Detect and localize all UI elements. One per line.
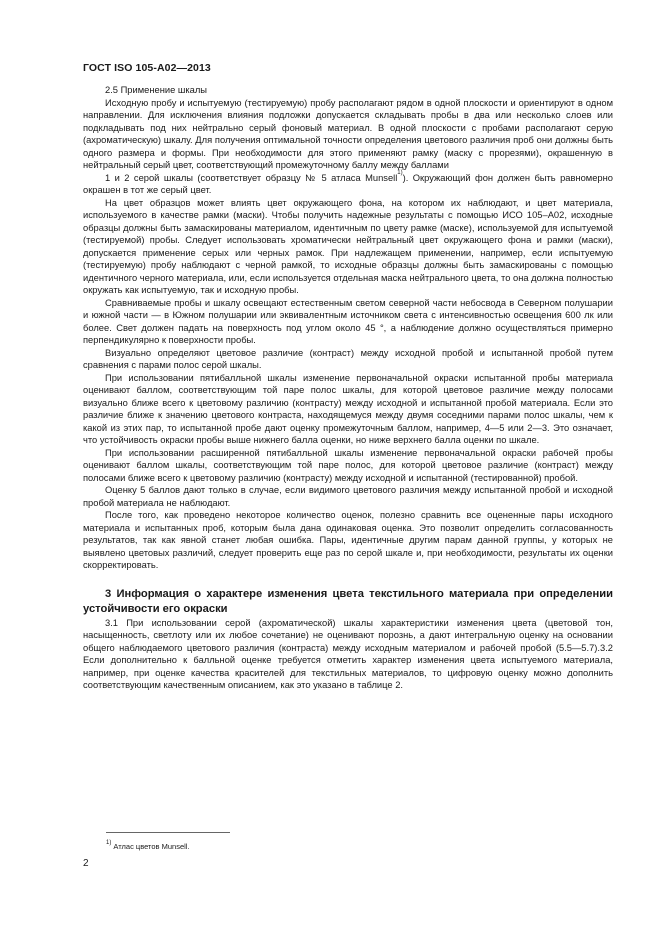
- document-code-header: ГОСТ ISO 105-A02—2013: [83, 62, 211, 74]
- paragraph: На цвет образцов может влиять цвет окружающего фона, на котором их наблюдают, и цвет материала, используемого в качестве рамки (маски). Чтобы получить надежные результаты с помощью ИСО 105–A02, исходные образцы должны быть замаскированы материалом, идентичным по цвету рамке (маске), используемой для испытуемой (тестируемой) пробы. Следует использовать хроматически нейтральный цвет окружающего фона и рамки (маски), допускается применение серых или черных рамок. При надлежащем применении, например, если испытуемую (тестируемую) пробу наблюдают с черной рамкой, то исходные образцы должны быть замаскированы с помощью идентичного черного материала, или, если используется отдельная маска нейтрального цвета, то она должна полностью окружать как испытуемую, так и исходную пробы.: [83, 197, 613, 295]
- paragraph: После того, как проведено некоторое количество оценок, полезно сравнить все оцененные пары исходного материала и испытанных проб, которым была дана одинаковая оценка. Это позволит определить согласованность результатов, так как явной станет любая ошибка. Пары, идентичные другим парам данной группы, у которых не выявлено цветовых различий, следует проверить еще раз по серой шкале и, при необходимости, результаты их оценки скорректировать.: [83, 510, 613, 570]
- paragraph-munsell: [83, 169, 613, 197]
- paragraph: При использовании расширенной пятибалльной шкалы изменение первоначальной окраски рабочей пробы оценивают баллом шкалы, соответствующим той паре полос, для которой цветовое различие (контраст) между полосами ближе всего к цветовому различию (контрасту) между исходной и испытанной (тестированной) пробой.: [83, 447, 613, 483]
- section-3-title: 3 Информация о характере изменения цвета текстильного материала при определении устойчивости его окраски: [83, 587, 613, 615]
- paragraph: При использовании пятибалльной шкалы изменение первоначальной окраски испытанной пробы материала оценивают баллом, соответствующим той паре полос шкалы, для которой цветовое различие между полосами визуально ближе всего к цветовому различию (контрасту) между исходной и испытанной пробой материала. Если это различие ближе к значению цветового контраста, находящемуся между двумя соседними парами полос шкалы, чем к какой из этих пар, то испытанной пробе дают оценку промежуточным баллом, например, 4—5 или 2—3. Это означает, что устойчивость окраски пробы выше нижнего балла оценки, но ниже верхнего балла оценки по шкале.: [83, 372, 613, 445]
- paragraph: Визуально определяют цветовое различие (контраст) между исходной пробой и испытанной пробой путем сравнения с парами полос серой шкалы.: [83, 347, 613, 370]
- paragraph: Исходную пробу и испытуемую (тестируемую) пробу располагают рядом в одной плоскости и ориентируют в одном направлении. Для исключения влияния подложки допускается складывать пробы в два или несколько слоев или подкладывать под них нейтрально серый фоновый материал. В одной плоскости с пробами располагают серую (ахроматическую) шкалу. Для получения оптимальной точности определения цветового различия проб они должны быть одного размера и формы. При необходимости для этого применяют рамку (маску с прорезями), окрашенную в нейтральный серый цвет, соответствующий промежуточному баллу между баллами: [83, 97, 613, 170]
- paragraph: Оценку 5 баллов дают только в случае, если видимого цветового различия между испытанной пробой и исходной пробой материала не наблюдают.: [83, 485, 613, 508]
- paragraph: 3.1 При использовании серой (ахроматической) шкалы характеристики изменения цвета (цветовой тон, насыщенность, светлоту или их любое сочетание) не оценивают порознь, а дают интегральную оценку на основании общего наблюдаемого цветового различия (контраста) между исходным материалом и рабочей пробой (5.5—5.7).3.2 Если дополнительно к балльной оценке требуется отметить характер изменения цвета испытуемого материала, например, при оценке качества красителей для текстильных материалов, то цифровую оценку можно дополнить соответствующим качественным описанием, как это указано в таблице 2.: [83, 617, 613, 690]
- subsection-heading: 2.5 Применение шкалы: [105, 85, 208, 95]
- page-number: 2: [83, 858, 89, 869]
- footnote-reference: 1): [397, 169, 403, 176]
- footnote-mark: 1): [106, 840, 112, 846]
- footnote-text: Атлас цветов Munsell.: [111, 842, 190, 851]
- footnote-divider: [106, 832, 230, 833]
- paragraph-text: ). Окружающий фон должен быть равномерно окрашен в тот же серый цвет.: [83, 172, 613, 195]
- document-body: [83, 84, 613, 692]
- footnote: [106, 842, 190, 852]
- paragraph-text: 1 и 2 серой шкалы (соответствует образцу № 5 атласа Munsell: [105, 172, 398, 183]
- paragraph: Сравниваемые пробы и шкалу освещают естественным светом северной части небосвода в Северном полушарии и южной части — в Южном полушарии или эквивалентным источником света с интенсивностью освещения 600 лк или более. Свет должен падать на поверхность под углом около 45 °, а наблюдение должно осуществляться примерно перпендикулярно к поверхности пробы.: [83, 297, 613, 345]
